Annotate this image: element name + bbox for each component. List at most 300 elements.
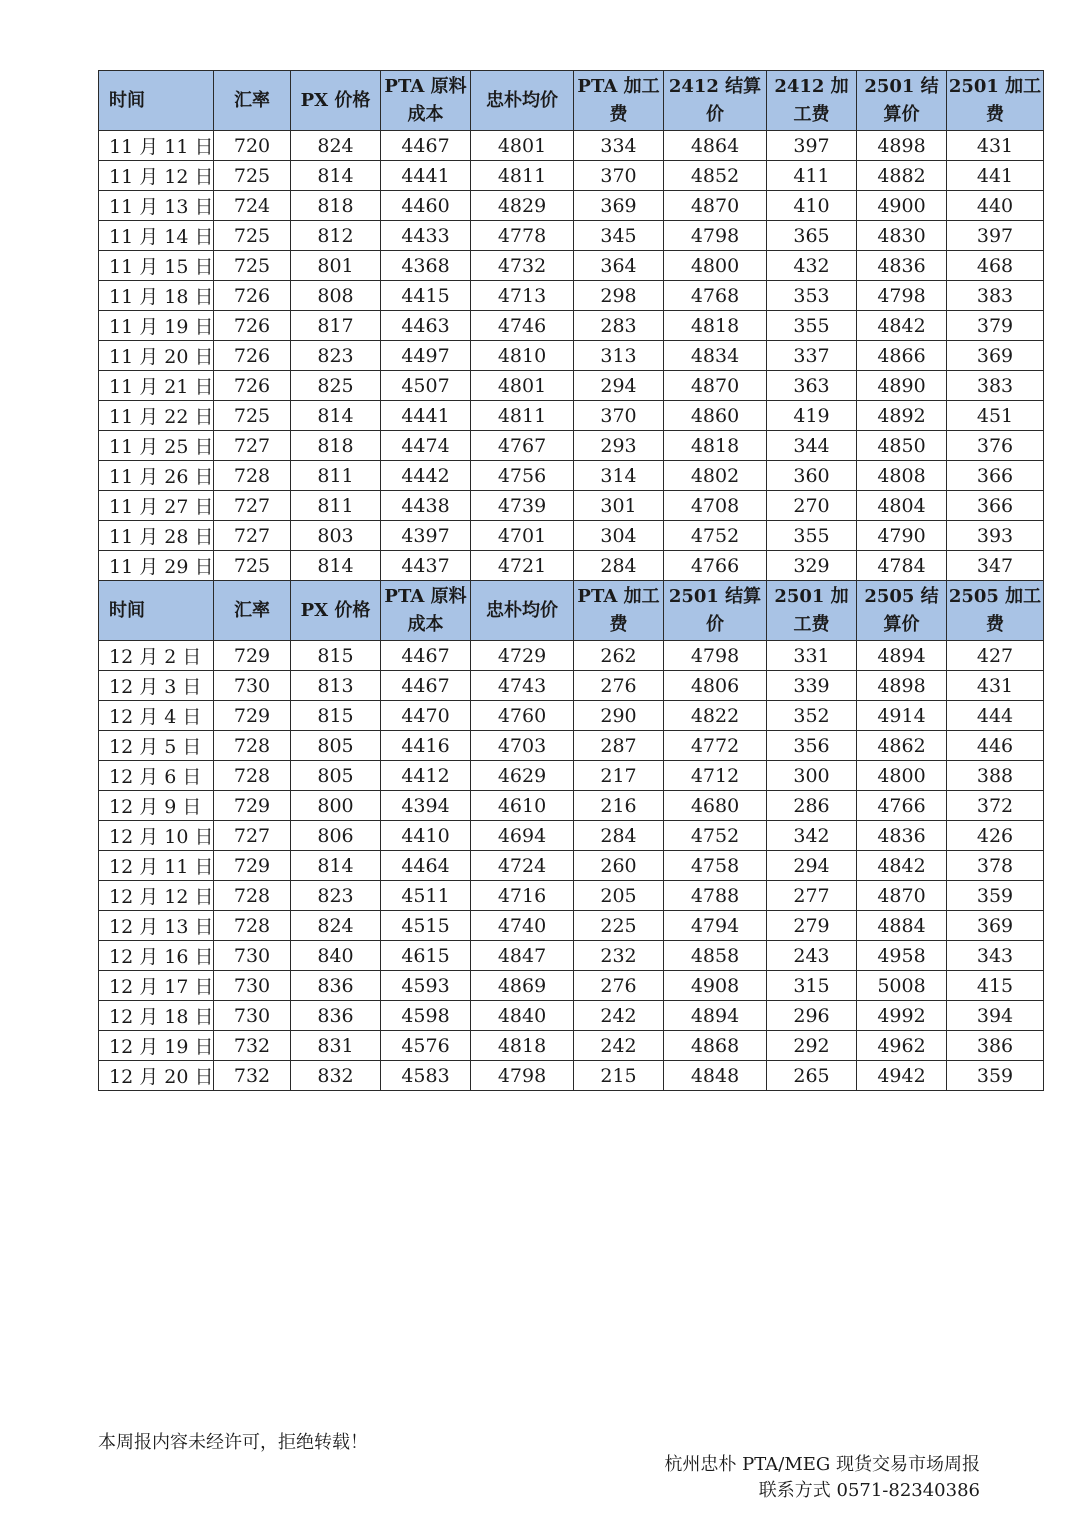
value-cell: 4397 <box>381 521 471 551</box>
value-cell: 415 <box>947 971 1044 1001</box>
value-cell: 366 <box>947 461 1044 491</box>
value-cell: 4739 <box>471 491 574 521</box>
value-cell: 217 <box>574 761 664 791</box>
value-cell: 4766 <box>857 791 947 821</box>
value-cell: 728 <box>214 761 291 791</box>
table-row <box>99 431 1044 461</box>
table-row <box>99 761 1044 791</box>
table-row <box>99 821 1044 851</box>
value-cell: 4882 <box>857 161 947 191</box>
value-cell: 4794 <box>664 911 767 941</box>
value-cell: 728 <box>214 461 291 491</box>
value-cell: 393 <box>947 521 1044 551</box>
value-cell: 4836 <box>857 821 947 851</box>
value-cell: 727 <box>214 521 291 551</box>
value-cell: 4818 <box>664 431 767 461</box>
value-cell: 4729 <box>471 641 574 671</box>
table-row <box>99 851 1044 881</box>
value-cell: 260 <box>574 851 664 881</box>
value-cell: 360 <box>767 461 857 491</box>
value-cell: 4822 <box>664 701 767 731</box>
value-cell: 4942 <box>857 1061 947 1091</box>
value-cell: 4467 <box>381 671 471 701</box>
value-cell: 4818 <box>471 1031 574 1061</box>
value-cell: 431 <box>947 671 1044 701</box>
table-row <box>99 401 1044 431</box>
value-cell: 729 <box>214 851 291 881</box>
value-cell: 370 <box>574 401 664 431</box>
value-cell: 4870 <box>664 191 767 221</box>
value-cell: 4804 <box>857 491 947 521</box>
date-cell: 11 月 18 日 <box>99 281 214 311</box>
value-cell: 4515 <box>381 911 471 941</box>
value-cell: 806 <box>291 821 381 851</box>
value-cell: 4442 <box>381 461 471 491</box>
table-row <box>99 251 1044 281</box>
value-cell: 4869 <box>471 971 574 1001</box>
value-cell: 4441 <box>381 401 471 431</box>
value-cell: 4829 <box>471 191 574 221</box>
table-row <box>99 521 1044 551</box>
value-cell: 4860 <box>664 401 767 431</box>
value-cell: 729 <box>214 701 291 731</box>
table-row <box>99 161 1044 191</box>
value-cell: 331 <box>767 641 857 671</box>
value-cell: 364 <box>574 251 664 281</box>
value-cell: 4474 <box>381 431 471 461</box>
value-cell: 215 <box>574 1061 664 1091</box>
date-cell: 12 月 20 日 <box>99 1061 214 1091</box>
column-header: PX 价格 <box>291 71 381 131</box>
value-cell: 441 <box>947 161 1044 191</box>
value-cell: 378 <box>947 851 1044 881</box>
value-cell: 370 <box>574 161 664 191</box>
report-name: 杭州忠朴 PTA/MEG 现货交易市场周报 <box>664 1454 980 1475</box>
value-cell: 4511 <box>381 881 471 911</box>
value-cell: 726 <box>214 281 291 311</box>
value-cell: 725 <box>214 401 291 431</box>
value-cell: 725 <box>214 551 291 581</box>
copyright-notice: 本周报内容未经许可，拒绝转载！ <box>98 1432 368 1453</box>
table-row <box>99 791 1044 821</box>
value-cell: 284 <box>574 821 664 851</box>
value-cell: 294 <box>574 371 664 401</box>
value-cell: 727 <box>214 431 291 461</box>
value-cell: 369 <box>947 911 1044 941</box>
value-cell: 4760 <box>471 701 574 731</box>
value-cell: 4467 <box>381 641 471 671</box>
value-cell: 294 <box>767 851 857 881</box>
value-cell: 4868 <box>664 1031 767 1061</box>
value-cell: 824 <box>291 131 381 161</box>
date-cell: 11 月 11 日 <box>99 131 214 161</box>
value-cell: 801 <box>291 251 381 281</box>
date-cell: 11 月 13 日 <box>99 191 214 221</box>
value-cell: 4864 <box>664 131 767 161</box>
value-cell: 729 <box>214 791 291 821</box>
column-header: 2501 加工费 <box>767 581 857 641</box>
value-cell: 4758 <box>664 851 767 881</box>
table-row <box>99 701 1044 731</box>
value-cell: 451 <box>947 401 1044 431</box>
value-cell: 4862 <box>857 731 947 761</box>
value-cell: 4437 <box>381 551 471 581</box>
value-cell: 811 <box>291 491 381 521</box>
value-cell: 4694 <box>471 821 574 851</box>
value-cell: 4852 <box>664 161 767 191</box>
value-cell: 813 <box>291 671 381 701</box>
date-cell: 12 月 10 日 <box>99 821 214 851</box>
value-cell: 372 <box>947 791 1044 821</box>
date-cell: 11 月 27 日 <box>99 491 214 521</box>
value-cell: 287 <box>574 731 664 761</box>
table-row <box>99 311 1044 341</box>
contact-info: 联系方式 0571-82340386 <box>758 1480 980 1501</box>
value-cell: 4842 <box>857 311 947 341</box>
value-cell: 426 <box>947 821 1044 851</box>
value-cell: 284 <box>574 551 664 581</box>
value-cell: 4890 <box>857 371 947 401</box>
value-cell: 4892 <box>857 401 947 431</box>
value-cell: 817 <box>291 311 381 341</box>
value-cell: 728 <box>214 911 291 941</box>
value-cell: 4840 <box>471 1001 574 1031</box>
date-cell: 12 月 9 日 <box>99 791 214 821</box>
value-cell: 730 <box>214 671 291 701</box>
value-cell: 4629 <box>471 761 574 791</box>
value-cell: 4724 <box>471 851 574 881</box>
date-cell: 12 月 11 日 <box>99 851 214 881</box>
value-cell: 4798 <box>664 641 767 671</box>
date-cell: 12 月 5 日 <box>99 731 214 761</box>
date-cell: 12 月 19 日 <box>99 1031 214 1061</box>
value-cell: 732 <box>214 1031 291 1061</box>
value-cell: 4463 <box>381 311 471 341</box>
value-cell: 726 <box>214 341 291 371</box>
table-row <box>99 281 1044 311</box>
value-cell: 446 <box>947 731 1044 761</box>
value-cell: 724 <box>214 191 291 221</box>
value-cell: 4772 <box>664 731 767 761</box>
value-cell: 355 <box>767 521 857 551</box>
value-cell: 4743 <box>471 671 574 701</box>
date-cell: 12 月 4 日 <box>99 701 214 731</box>
value-cell: 397 <box>767 131 857 161</box>
value-cell: 383 <box>947 371 1044 401</box>
column-header: PTA 加工费 <box>574 71 664 131</box>
value-cell: 365 <box>767 221 857 251</box>
value-cell: 292 <box>767 1031 857 1061</box>
table-row <box>99 491 1044 521</box>
column-header: 2501 结算价 <box>664 581 767 641</box>
value-cell: 342 <box>767 821 857 851</box>
table-header-row <box>99 71 1044 131</box>
value-cell: 4801 <box>471 371 574 401</box>
value-cell: 840 <box>291 941 381 971</box>
value-cell: 823 <box>291 881 381 911</box>
value-cell: 732 <box>214 1061 291 1091</box>
value-cell: 812 <box>291 221 381 251</box>
value-cell: 347 <box>947 551 1044 581</box>
value-cell: 730 <box>214 971 291 1001</box>
value-cell: 4834 <box>664 341 767 371</box>
value-cell: 730 <box>214 1001 291 1031</box>
value-cell: 836 <box>291 971 381 1001</box>
value-cell: 394 <box>947 1001 1044 1031</box>
value-cell: 4798 <box>471 1061 574 1091</box>
value-cell: 4962 <box>857 1031 947 1061</box>
value-cell: 293 <box>574 431 664 461</box>
table-row <box>99 131 1044 161</box>
table-row <box>99 341 1044 371</box>
column-header: 忠朴均价 <box>471 581 574 641</box>
value-cell: 431 <box>947 131 1044 161</box>
value-cell: 5008 <box>857 971 947 1001</box>
value-cell: 344 <box>767 431 857 461</box>
value-cell: 825 <box>291 371 381 401</box>
table-row <box>99 221 1044 251</box>
value-cell: 4870 <box>664 371 767 401</box>
value-cell: 4746 <box>471 311 574 341</box>
value-cell: 730 <box>214 941 291 971</box>
value-cell: 4870 <box>857 881 947 911</box>
value-cell: 4507 <box>381 371 471 401</box>
value-cell: 296 <box>767 1001 857 1031</box>
column-header: 2501 结算价 <box>857 71 947 131</box>
value-cell: 353 <box>767 281 857 311</box>
value-cell: 4801 <box>471 131 574 161</box>
value-cell: 216 <box>574 791 664 821</box>
column-header: 2505 加工费 <box>947 581 1044 641</box>
value-cell: 726 <box>214 311 291 341</box>
value-cell: 283 <box>574 311 664 341</box>
date-cell: 11 月 26 日 <box>99 461 214 491</box>
value-cell: 4766 <box>664 551 767 581</box>
value-cell: 313 <box>574 341 664 371</box>
column-header: 汇率 <box>214 581 291 641</box>
value-cell: 815 <box>291 641 381 671</box>
value-cell: 334 <box>574 131 664 161</box>
value-cell: 329 <box>767 551 857 581</box>
value-cell: 814 <box>291 401 381 431</box>
value-cell: 832 <box>291 1061 381 1091</box>
value-cell: 836 <box>291 1001 381 1031</box>
value-cell: 279 <box>767 911 857 941</box>
value-cell: 4752 <box>664 821 767 851</box>
value-cell: 4768 <box>664 281 767 311</box>
date-cell: 11 月 21 日 <box>99 371 214 401</box>
value-cell: 366 <box>947 491 1044 521</box>
value-cell: 444 <box>947 701 1044 731</box>
price-table <box>98 70 1044 1091</box>
column-header: 2505 结算价 <box>857 581 947 641</box>
value-cell: 300 <box>767 761 857 791</box>
value-cell: 4752 <box>664 521 767 551</box>
value-cell: 4790 <box>857 521 947 551</box>
value-cell: 4818 <box>664 311 767 341</box>
table-header-row <box>99 581 1044 641</box>
value-cell: 359 <box>947 1061 1044 1091</box>
value-cell: 4848 <box>664 1061 767 1091</box>
value-cell: 800 <box>291 791 381 821</box>
value-cell: 803 <box>291 521 381 551</box>
value-cell: 232 <box>574 941 664 971</box>
value-cell: 4732 <box>471 251 574 281</box>
value-cell: 4593 <box>381 971 471 1001</box>
value-cell: 276 <box>574 671 664 701</box>
value-cell: 4598 <box>381 1001 471 1031</box>
value-cell: 729 <box>214 641 291 671</box>
value-cell: 4811 <box>471 401 574 431</box>
value-cell: 411 <box>767 161 857 191</box>
value-cell: 4992 <box>857 1001 947 1031</box>
value-cell: 4842 <box>857 851 947 881</box>
value-cell: 337 <box>767 341 857 371</box>
value-cell: 225 <box>574 911 664 941</box>
value-cell: 4847 <box>471 941 574 971</box>
value-cell: 725 <box>214 251 291 281</box>
value-cell: 359 <box>947 881 1044 911</box>
value-cell: 4767 <box>471 431 574 461</box>
value-cell: 242 <box>574 1001 664 1031</box>
value-cell: 4713 <box>471 281 574 311</box>
value-cell: 728 <box>214 881 291 911</box>
value-cell: 4858 <box>664 941 767 971</box>
value-cell: 728 <box>214 731 291 761</box>
value-cell: 824 <box>291 911 381 941</box>
value-cell: 262 <box>574 641 664 671</box>
value-cell: 4368 <box>381 251 471 281</box>
value-cell: 4712 <box>664 761 767 791</box>
date-cell: 12 月 12 日 <box>99 881 214 911</box>
value-cell: 4800 <box>857 761 947 791</box>
column-header: 时间 <box>99 581 214 641</box>
column-header: 2412 加工费 <box>767 71 857 131</box>
value-cell: 4701 <box>471 521 574 551</box>
value-cell: 4438 <box>381 491 471 521</box>
value-cell: 4850 <box>857 431 947 461</box>
value-cell: 4830 <box>857 221 947 251</box>
value-cell: 4740 <box>471 911 574 941</box>
value-cell: 4721 <box>471 551 574 581</box>
date-cell: 12 月 3 日 <box>99 671 214 701</box>
table-row <box>99 881 1044 911</box>
date-cell: 11 月 14 日 <box>99 221 214 251</box>
value-cell: 4866 <box>857 341 947 371</box>
value-cell: 379 <box>947 311 1044 341</box>
value-cell: 343 <box>947 941 1044 971</box>
value-cell: 376 <box>947 431 1044 461</box>
value-cell: 4610 <box>471 791 574 821</box>
value-cell: 369 <box>574 191 664 221</box>
value-cell: 427 <box>947 641 1044 671</box>
value-cell: 811 <box>291 461 381 491</box>
value-cell: 4460 <box>381 191 471 221</box>
value-cell: 808 <box>291 281 381 311</box>
value-cell: 383 <box>947 281 1044 311</box>
value-cell: 4441 <box>381 161 471 191</box>
value-cell: 818 <box>291 191 381 221</box>
value-cell: 4467 <box>381 131 471 161</box>
value-cell: 725 <box>214 161 291 191</box>
date-cell: 12 月 17 日 <box>99 971 214 1001</box>
date-cell: 11 月 12 日 <box>99 161 214 191</box>
value-cell: 440 <box>947 191 1044 221</box>
value-cell: 4914 <box>857 701 947 731</box>
value-cell: 4615 <box>381 941 471 971</box>
value-cell: 4497 <box>381 341 471 371</box>
table-row <box>99 911 1044 941</box>
column-header: PX 价格 <box>291 581 381 641</box>
value-cell: 818 <box>291 431 381 461</box>
value-cell: 345 <box>574 221 664 251</box>
date-cell: 12 月 16 日 <box>99 941 214 971</box>
table-row <box>99 671 1044 701</box>
value-cell: 4894 <box>664 1001 767 1031</box>
column-header: 忠朴均价 <box>471 71 574 131</box>
date-cell: 11 月 19 日 <box>99 311 214 341</box>
value-cell: 339 <box>767 671 857 701</box>
value-cell: 270 <box>767 491 857 521</box>
value-cell: 388 <box>947 761 1044 791</box>
table-row <box>99 731 1044 761</box>
value-cell: 814 <box>291 551 381 581</box>
value-cell: 4464 <box>381 851 471 881</box>
column-header: 汇率 <box>214 71 291 131</box>
value-cell: 355 <box>767 311 857 341</box>
value-cell: 4798 <box>664 221 767 251</box>
column-header: PTA 加工费 <box>574 581 664 641</box>
value-cell: 720 <box>214 131 291 161</box>
value-cell: 4583 <box>381 1061 471 1091</box>
table-row <box>99 971 1044 1001</box>
value-cell: 805 <box>291 731 381 761</box>
value-cell: 4898 <box>857 131 947 161</box>
value-cell: 4798 <box>857 281 947 311</box>
value-cell: 814 <box>291 161 381 191</box>
value-cell: 315 <box>767 971 857 1001</box>
value-cell: 831 <box>291 1031 381 1061</box>
value-cell: 419 <box>767 401 857 431</box>
value-cell: 4410 <box>381 821 471 851</box>
value-cell: 4412 <box>381 761 471 791</box>
value-cell: 4958 <box>857 941 947 971</box>
value-cell: 286 <box>767 791 857 821</box>
value-cell: 4784 <box>857 551 947 581</box>
value-cell: 4576 <box>381 1031 471 1061</box>
value-cell: 314 <box>574 461 664 491</box>
value-cell: 4788 <box>664 881 767 911</box>
value-cell: 4778 <box>471 221 574 251</box>
column-header: PTA 原料成本 <box>381 581 471 641</box>
value-cell: 369 <box>947 341 1044 371</box>
table-row <box>99 1031 1044 1061</box>
table-row <box>99 1061 1044 1091</box>
value-cell: 468 <box>947 251 1044 281</box>
value-cell: 4708 <box>664 491 767 521</box>
value-cell: 277 <box>767 881 857 911</box>
value-cell: 4884 <box>857 911 947 941</box>
value-cell: 363 <box>767 371 857 401</box>
value-cell: 727 <box>214 821 291 851</box>
value-cell: 301 <box>574 491 664 521</box>
value-cell: 4416 <box>381 731 471 761</box>
value-cell: 4802 <box>664 461 767 491</box>
value-cell: 4433 <box>381 221 471 251</box>
value-cell: 4808 <box>857 461 947 491</box>
value-cell: 356 <box>767 731 857 761</box>
date-cell: 12 月 6 日 <box>99 761 214 791</box>
